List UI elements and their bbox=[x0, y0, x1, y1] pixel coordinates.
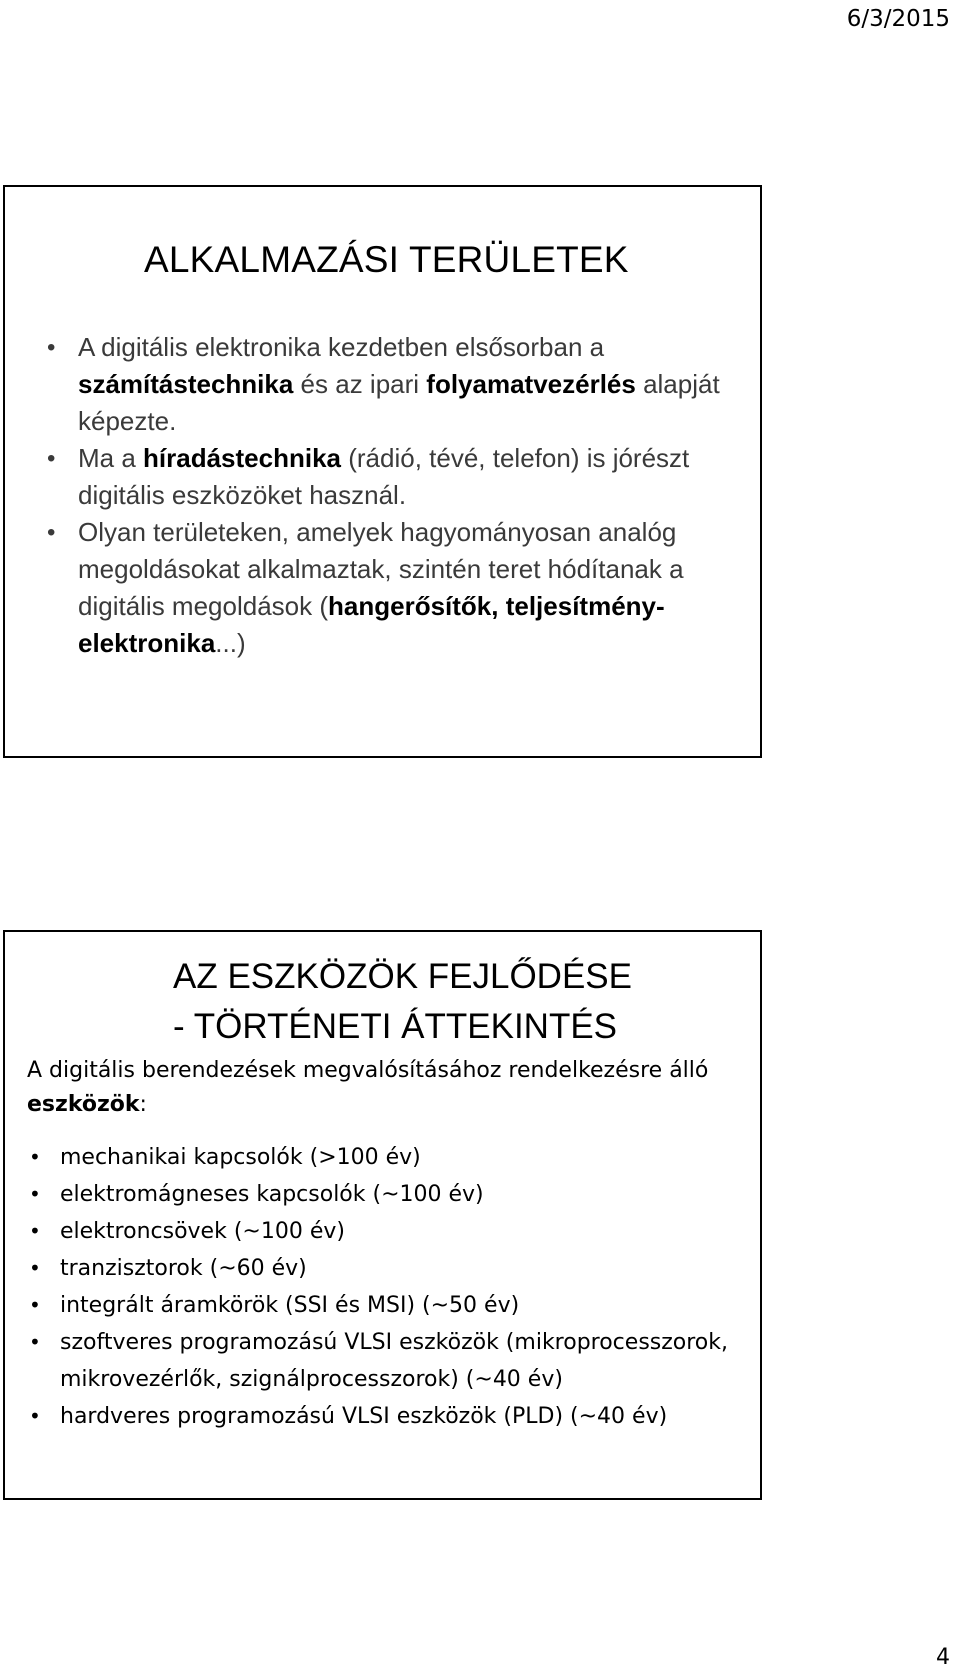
text-span: alapját képezte. bbox=[78, 369, 720, 436]
list-item: • tranzisztorok (~60 év) bbox=[27, 1250, 757, 1287]
list-item: • szoftveres programozású VLSI eszközök (mikroprocesszorok, mikrovezérlők, szignálprocesszorok) (~40 év) bbox=[27, 1324, 757, 1398]
bold-term: hangerősítők, teljesítmény-elektronika bbox=[78, 591, 665, 658]
title-line: - TÖRTÉNETI ÁTTEKINTÉS bbox=[173, 1007, 618, 1046]
title-line: AZ ESZKÖZÖK FEJLŐDÉSE bbox=[173, 957, 632, 996]
list-item bbox=[45, 440, 750, 514]
bullet-list bbox=[27, 1139, 757, 1435]
text-span: ...) bbox=[215, 628, 246, 658]
list-item: • elektroncsövek (~100 év) bbox=[27, 1213, 757, 1250]
list-item: • integrált áramkörök (SSI és MSI) (~50 év) bbox=[27, 1287, 757, 1324]
bullet-list bbox=[45, 329, 750, 662]
text-span: Ma a bbox=[78, 443, 144, 473]
bold-term: híradástechnika bbox=[143, 443, 342, 473]
date-label: 6/3/2015 bbox=[846, 6, 950, 32]
text-span: és az ipari bbox=[293, 369, 427, 399]
list-item bbox=[45, 514, 750, 662]
text-span: (rádió, tévé, telefon) is jórészt digitális eszközöket használ. bbox=[78, 443, 690, 510]
text-span: A digitális berendezések megvalósításához rendelkezésre álló bbox=[27, 1058, 709, 1083]
slide-title bbox=[173, 952, 693, 1052]
text-span: A digitális elektronika kezdetben elsősorban a bbox=[78, 332, 605, 362]
slide-title: ALKALMAZÁSI TERÜLETEK bbox=[144, 239, 629, 280]
bold-term: eszközök bbox=[27, 1092, 140, 1117]
text-span: Olyan területeken, amelyek hagyományosan analóg megoldásokat alkalmaztak, szintén teret hódítanak a digitális megoldások ( bbox=[78, 517, 684, 621]
bold-term: számítástechnika bbox=[78, 369, 294, 399]
text-span: : bbox=[139, 1092, 147, 1117]
intro-text bbox=[27, 1054, 747, 1122]
slide-application-areas bbox=[3, 185, 762, 758]
list-item: • hardveres programozású VLSI eszközök (PLD) (~40 év) bbox=[27, 1398, 757, 1435]
slide-device-history bbox=[3, 930, 762, 1500]
bold-term: folyamatvezérlés bbox=[426, 369, 636, 399]
list-item bbox=[45, 329, 750, 440]
list-item: • mechanikai kapcsolók (>100 év) bbox=[27, 1139, 757, 1176]
page-number: 4 bbox=[936, 1645, 950, 1670]
list-item: • elektromágneses kapcsolók (~100 év) bbox=[27, 1176, 757, 1213]
